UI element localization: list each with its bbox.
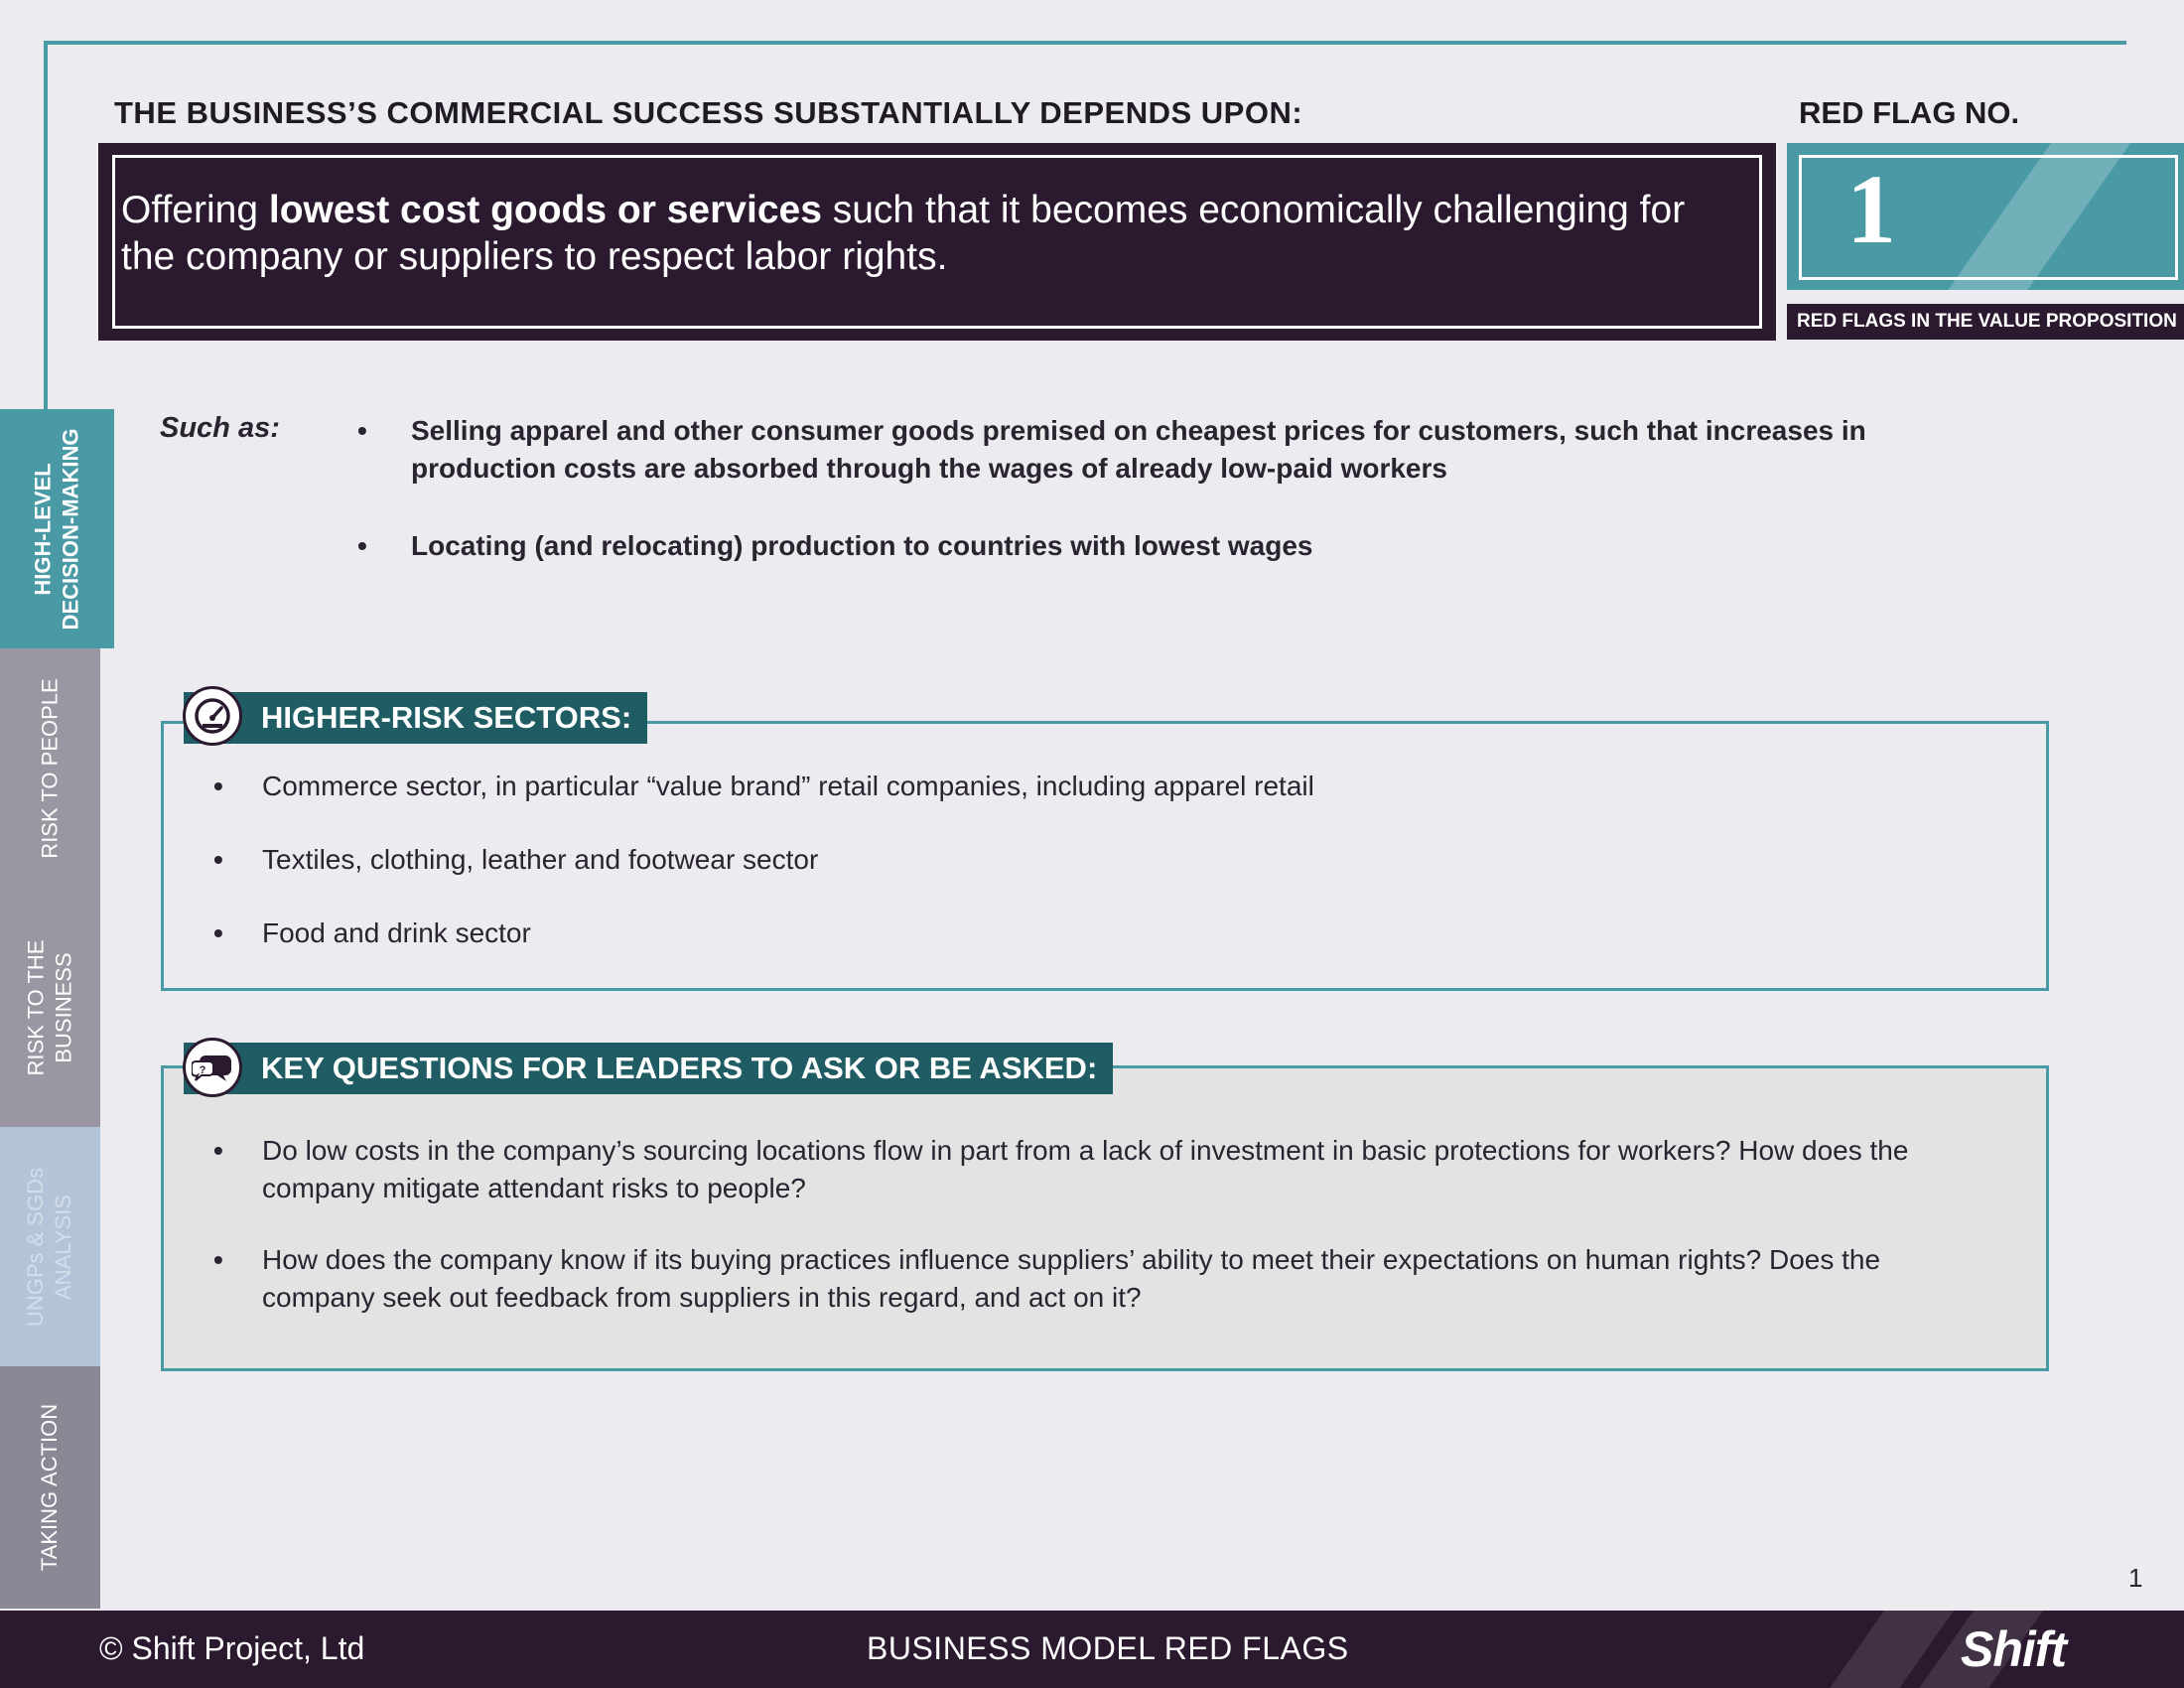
tab-label: HIGH-LEVEL DECISION-MAKING [30,428,83,630]
sectors-box [161,721,2049,991]
statement-text [121,187,1746,280]
shift-logo: Shift [1961,1621,2067,1677]
list-item: • Do low costs in the company’s sourcing locations flow in part from a lack of investment in basic protections for workers? How does the company mitigate attendant risks to people? [213,1132,1986,1207]
bullet: • [357,530,367,561]
list-item: • Textiles, clothing, leather and footwear sector [213,841,1986,879]
tab-risk-to-the-business[interactable] [0,888,100,1127]
list-item: • Selling apparel and other consumer goods premised on cheapest prices for customers, such that increases in production costs are absorbed through the wages of already low-paid workers [357,412,1966,488]
bullet: • [357,415,367,446]
page-number: 1 [2128,1563,2143,1593]
category-caption: RED FLAGS IN THE VALUE PROPOSITION [1787,304,2184,340]
speedometer-icon [183,686,242,746]
list-item: • How does the company know if its buying practices influence suppliers’ ability to meet their expectations on human rights? Does the company seek out feedback from suppliers in this regard, and act on it? [213,1241,1986,1317]
red-flag-label: RED FLAG NO. [1799,95,2020,130]
statement-box [98,143,1776,341]
list-item: • Locating (and relocating) production to countries with lowest wages [357,527,1966,565]
footer [0,1611,2184,1688]
examples-list [357,412,1966,605]
questions-box [161,1065,2049,1371]
frame-left-line [44,41,48,410]
tab-taking-action[interactable] [0,1366,100,1609]
tab-label: RISK TO THE BUSINESS [23,939,76,1075]
statement-bold: lowest cost goods or services [268,189,822,231]
tab-high-level-decision-making[interactable] [0,409,114,648]
questions-title: KEY QUESTIONS FOR LEADERS TO ASK OR BE ASKED: [184,1043,1113,1094]
statement-after: such that it becomes economically challenging for the company or suppliers to respect labor rights. [121,189,1686,278]
tab-label: TAKING ACTION [37,1403,63,1572]
questions-list [213,1132,1986,1350]
tab-label: RISK TO PEOPLE [37,677,63,859]
red-flag-number-box [1787,143,2184,290]
statement-before: Offering [121,189,269,231]
list-item: • Food and drink sector [213,914,1986,952]
svg-text:?: ? [199,1064,206,1076]
tab-ungps-sgds-analysis[interactable] [0,1127,100,1366]
bullet: • [213,844,223,875]
tab-risk-to-people[interactable] [0,648,100,888]
footer-copyright: © Shift Project, Ltd [99,1630,365,1666]
sectors-title: HIGHER-RISK SECTORS: [184,692,647,744]
speech-bubble-question-icon [183,1038,242,1097]
sectors-list [213,768,1986,988]
frame-top-line [44,41,2126,45]
footer-title: BUSINESS MODEL RED FLAGS [867,1630,1349,1666]
bullet: • [213,1135,223,1166]
bullet: • [213,1244,223,1275]
tab-label: UNGPs & SGDs ANALYSIS [23,1167,76,1327]
list-item: • Commerce sector, in particular “value brand” retail companies, including apparel retail [213,768,1986,805]
page-heading: THE BUSINESS’S COMMERCIAL SUCCESS SUBSTANTIALLY DEPENDS UPON: [114,95,1303,130]
bullet: • [213,771,223,801]
red-flag-number: 1 [1846,154,1896,264]
bullet: • [213,917,223,948]
such-as-label: Such as: [160,412,280,444]
